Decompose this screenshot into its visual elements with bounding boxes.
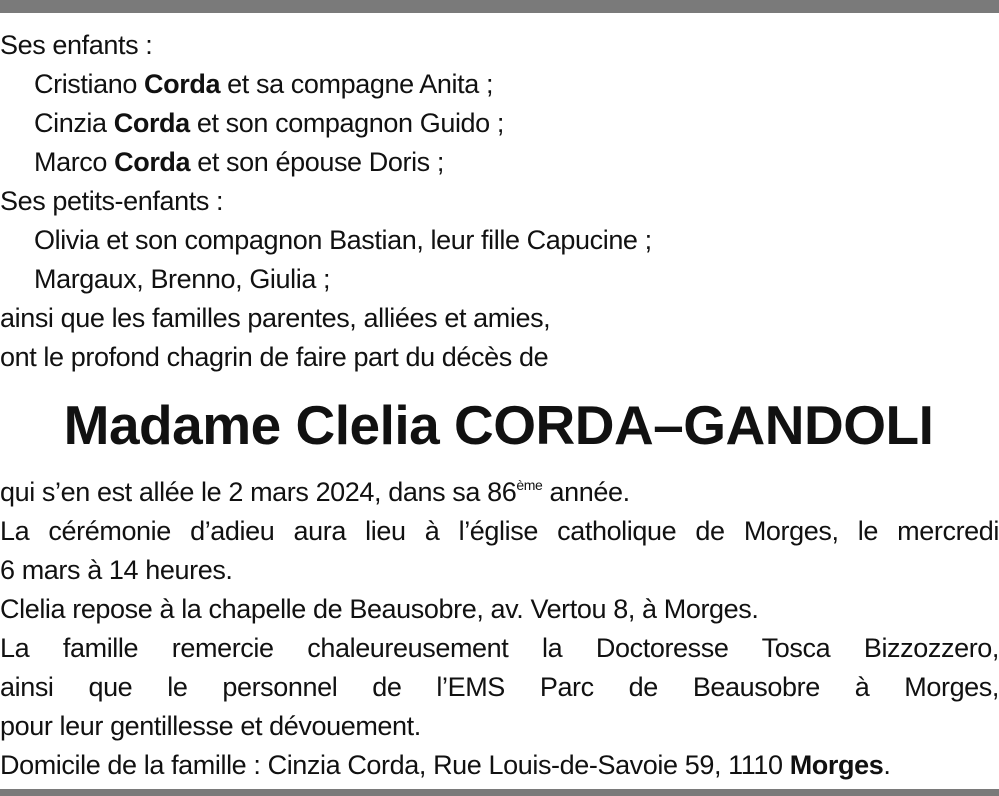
relatives-line: ainsi que les familles parentes, alliées et amies, xyxy=(0,303,551,333)
rest-location: Clelia repose à la chapelle de Beausobre, av. Vertou 8, à Morges. xyxy=(0,594,759,624)
bottom-rule xyxy=(0,789,999,796)
deceased-name: Madame Clelia CORDA–GANDOLI xyxy=(63,394,934,456)
child-entry: Cinzia Corda et son compagnon Guido ; xyxy=(34,108,504,138)
child-surname: Corda xyxy=(114,147,191,177)
child-entry: Marco Corda et son épouse Doris ; xyxy=(34,147,444,177)
top-rule xyxy=(0,0,999,13)
domicile-line: Domicile de la famille : Cinzia Corda, Rue Louis-de-Savoie 59, 1110 Morges. xyxy=(0,750,891,780)
ceremony-line: La cérémonie d’adieu aura lieu à l’église catholique de Morges, le mercredi xyxy=(0,516,999,546)
domicile-city: Morges xyxy=(789,750,884,780)
grandchild-entry: Margaux, Brenno, Giulia ; xyxy=(34,264,331,294)
child-surname: Corda xyxy=(113,108,190,138)
child-surname: Corda xyxy=(144,69,221,99)
ceremony-time: 6 mars à 14 heures. xyxy=(0,555,233,585)
grandchild-entry: Olivia et son compagnon Bastian, leur fille Capucine ; xyxy=(34,225,652,255)
thanks-line: pour leur gentillesse et dévouement. xyxy=(0,711,421,741)
passing-line: qui s’en est allée le 2 mars 2024, dans sa 86ème année. xyxy=(0,477,630,507)
announcement-line: ont le profond chagrin de faire part du décès de xyxy=(0,342,549,372)
children-heading: Ses enfants : xyxy=(0,30,153,60)
grandchildren-heading: Ses petits-enfants : xyxy=(0,186,224,216)
obituary-notice xyxy=(0,26,999,785)
thanks-line: La famille remercie chaleureusement la Doctoresse Tosca Bizzozzero, xyxy=(0,633,999,663)
thanks-line: ainsi que le personnel de l’EMS Parc de Beausobre à Morges, xyxy=(0,672,999,702)
child-entry: Cristiano Corda et sa compagne Anita ; xyxy=(34,69,494,99)
